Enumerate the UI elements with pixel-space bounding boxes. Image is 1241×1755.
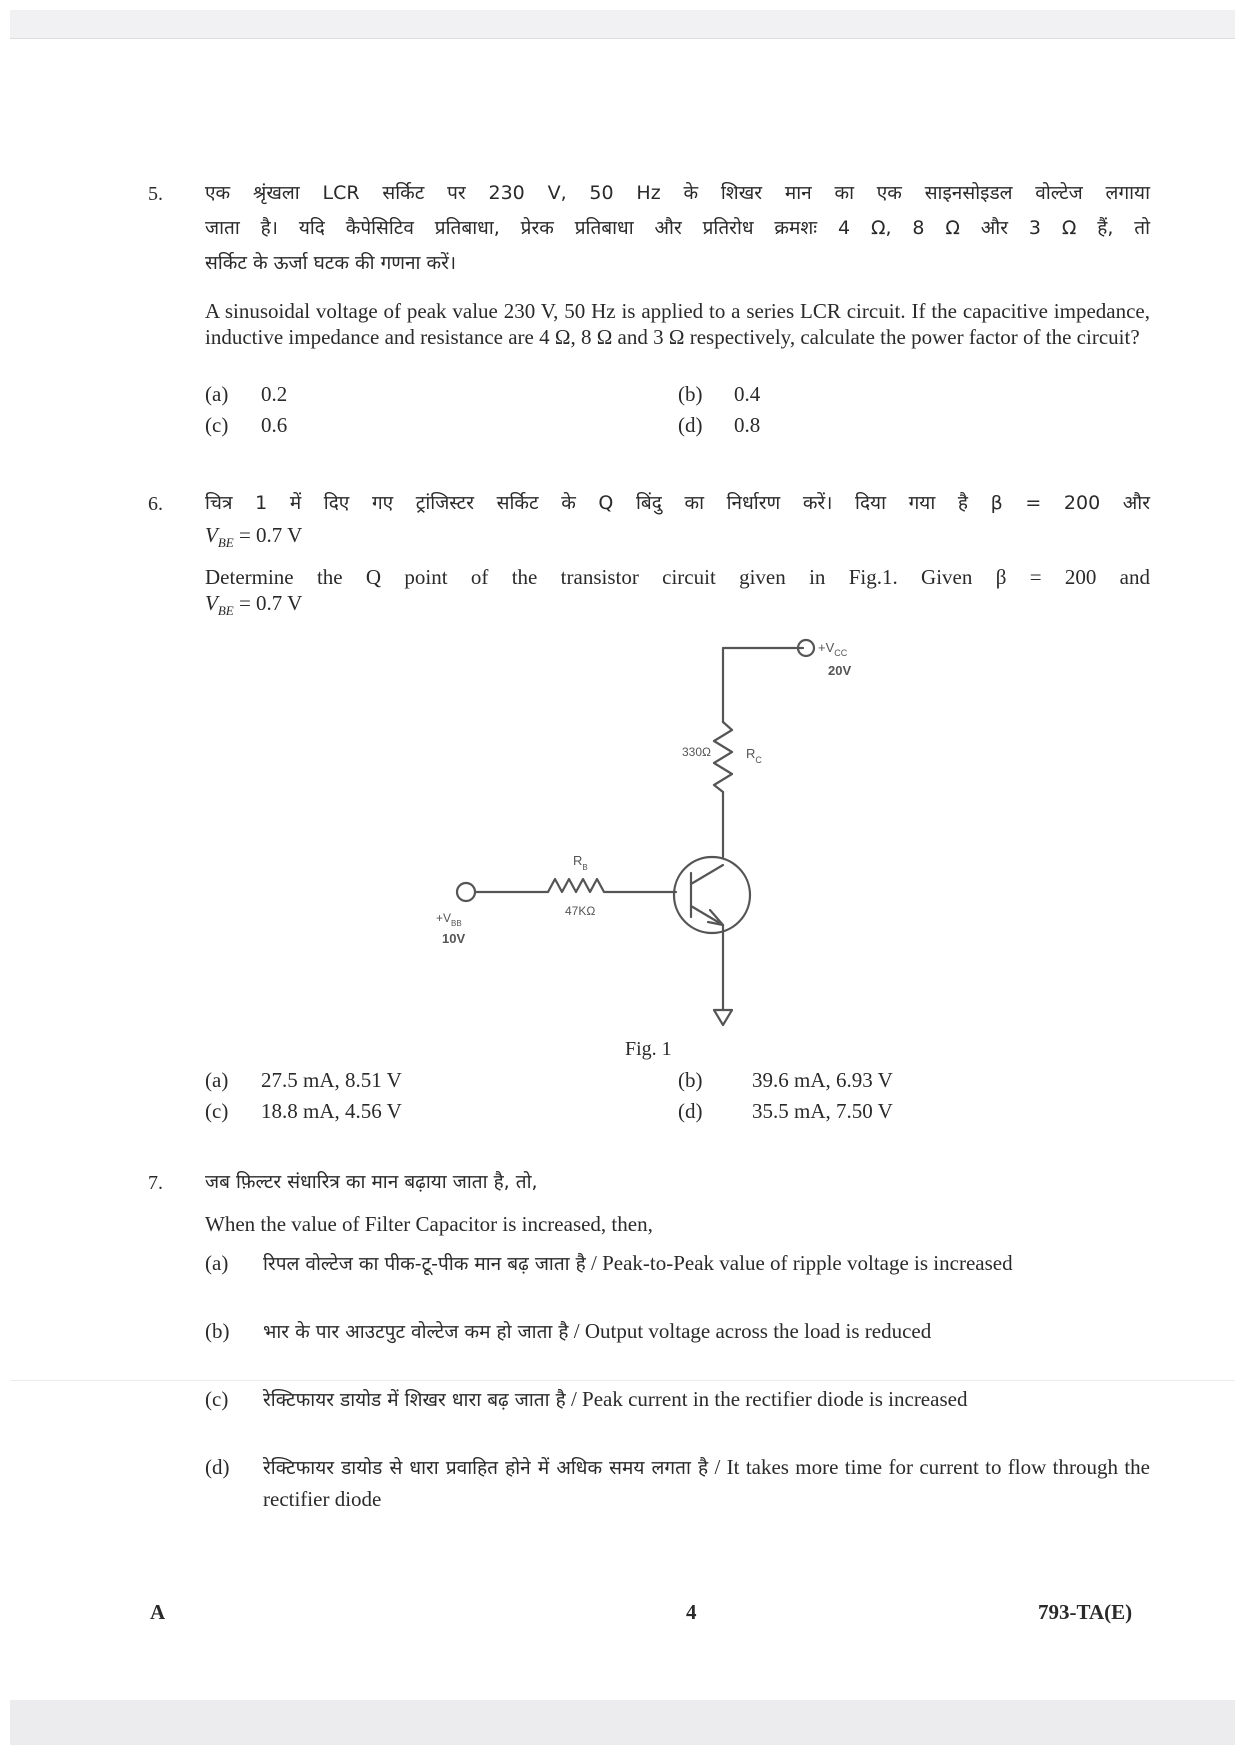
rc-resistor-icon bbox=[714, 722, 732, 792]
figure-caption: Fig. 1 bbox=[625, 1038, 672, 1060]
option-a[interactable] bbox=[205, 1068, 402, 1093]
svg-text:RB bbox=[573, 853, 588, 872]
option-hindi: भार के पार आउटपुट वोल्टेज कम हो जाता है bbox=[263, 1321, 569, 1343]
option-text: 27.5 mA, 8.51 V bbox=[261, 1068, 402, 1092]
option-b[interactable] bbox=[678, 1068, 893, 1093]
hindi-line: सर्किट के ऊर्जा घटक की गणना करें। bbox=[205, 252, 457, 274]
option-label: (d) bbox=[205, 1455, 230, 1479]
rc-subscript: C bbox=[755, 755, 762, 765]
option-text: 39.6 mA, 6.93 V bbox=[752, 1068, 893, 1092]
rb-subscript: B bbox=[582, 863, 588, 872]
vbb-terminal-icon bbox=[457, 883, 475, 901]
rc-value: 330Ω bbox=[682, 745, 711, 759]
vbe-subscript: BE bbox=[217, 535, 234, 550]
option-text bbox=[263, 1452, 1150, 1515]
vcc-subscript: CC bbox=[834, 648, 848, 658]
hindi-line: जाता है। यदि कैपेसिटिव प्रतिबाधा, प्रेरक प्रतिबाधा और प्रतिरोध क्रमशः 4 Ω, 8 Ω और 3 Ω हैं, तो bbox=[205, 217, 1150, 239]
option-label: (c) bbox=[205, 1099, 229, 1123]
transistor-circuit-diagram bbox=[420, 630, 880, 1050]
option-text bbox=[263, 1248, 1150, 1280]
question-number: 5. bbox=[148, 183, 163, 205]
question-number: 7. bbox=[148, 1172, 163, 1194]
scan-artifact-line bbox=[10, 1380, 1235, 1381]
option-label: (b) bbox=[678, 1068, 703, 1092]
vcc-wire bbox=[723, 648, 803, 722]
option-english: Peak current in the rectifier diode is increased bbox=[582, 1387, 968, 1411]
option-separator: / bbox=[565, 1387, 583, 1411]
transistor-icon bbox=[674, 857, 750, 933]
option-label: (a) bbox=[205, 1068, 229, 1092]
option-a[interactable] bbox=[205, 382, 287, 407]
option-english: Peak-to-Peak value of ripple voltage is increased bbox=[602, 1251, 1013, 1275]
option-c[interactable] bbox=[205, 413, 287, 438]
option-text: 35.5 mA, 7.50 V bbox=[752, 1099, 893, 1123]
question-text-english: When the value of Filter Capacitor is increased, then, bbox=[205, 1212, 653, 1236]
scan-border-top bbox=[10, 10, 1235, 39]
option-label: (a) bbox=[205, 1251, 229, 1275]
rb-value: 47KΩ bbox=[565, 904, 596, 918]
vbe-given-english bbox=[205, 590, 1150, 624]
vbe-given-hindi bbox=[205, 522, 1150, 556]
vbb-label: +V bbox=[436, 911, 452, 925]
svg-text:+VCC bbox=[818, 640, 848, 658]
option-label: (c) bbox=[205, 413, 229, 437]
question-number: 6. bbox=[148, 493, 163, 515]
option-label: (b) bbox=[678, 382, 703, 406]
option-hindi: रेक्टिफायर डायोड से धारा प्रवाहित होने में अधिक समय लगता है bbox=[263, 1457, 709, 1479]
vbe-symbol: V bbox=[205, 591, 218, 615]
option-label: (b) bbox=[205, 1319, 230, 1343]
option-b[interactable] bbox=[678, 382, 760, 407]
footer-series-code: A bbox=[150, 1600, 166, 1624]
option-text: 0.2 bbox=[261, 382, 288, 406]
question-text-hindi: जब फ़िल्टर संधारित्र का मान बढ़ाया जाता है, तो, bbox=[205, 1171, 538, 1193]
hindi-line: एक श्रृंखला LCR सर्किट पर 230 V, 50 Hz के शिखर मान का एक साइनसोइडल वोल्टेज लगाया bbox=[205, 182, 1150, 204]
rb-label: R bbox=[573, 853, 583, 868]
option-separator: / bbox=[708, 1455, 727, 1479]
option-text: 18.8 mA, 4.56 V bbox=[261, 1099, 402, 1123]
option-label: (d) bbox=[678, 413, 703, 437]
option-hindi: रेक्टिफायर डायोड में शिखर धारा बढ़ जाता है bbox=[263, 1389, 566, 1411]
vcc-label: +V bbox=[818, 640, 835, 655]
question-text-english: Determine the Q point of the transistor circuit given in Fig.1. Given β = 200 and bbox=[205, 565, 1150, 589]
svg-text:RC bbox=[746, 746, 762, 765]
question-text-hindi: चित्र 1 में दिए गए ट्रांजिस्टर सर्किट के Q बिंदु का निर्धारण करें। दिया गया है β = 200 और bbox=[205, 492, 1150, 514]
ground-icon bbox=[714, 1010, 732, 1025]
question-text-hindi bbox=[205, 176, 1150, 281]
option-separator: / bbox=[568, 1319, 585, 1343]
vbe-value: = 0.7 V bbox=[233, 591, 303, 615]
svg-text:+VBB bbox=[436, 911, 462, 928]
footer-paper-code: 793-TA(E) bbox=[1038, 1600, 1133, 1624]
scan-border-bottom bbox=[10, 1700, 1235, 1745]
footer-page-number: 4 bbox=[686, 1600, 697, 1624]
option-d[interactable] bbox=[678, 413, 760, 438]
option-english: Output voltage across the load is reduced bbox=[584, 1319, 932, 1343]
vcc-value: 20V bbox=[828, 663, 852, 678]
option-text: 0.6 bbox=[261, 413, 288, 437]
vbe-subscript: BE bbox=[217, 603, 234, 618]
rb-resistor-icon bbox=[475, 879, 676, 892]
vbb-value: 10V bbox=[442, 931, 466, 946]
option-c[interactable] bbox=[205, 1099, 402, 1124]
option-text: 0.8 bbox=[734, 413, 761, 437]
option-label: (c) bbox=[205, 1387, 229, 1411]
vbe-value: = 0.7 V bbox=[233, 523, 303, 547]
option-text: 0.4 bbox=[734, 382, 761, 406]
rc-label: R bbox=[746, 746, 756, 761]
vbb-subscript: BB bbox=[451, 919, 462, 928]
option-hindi: रिपल वोल्टेज का पीक-टू-पीक मान बढ़ जाता है bbox=[263, 1253, 586, 1275]
option-text bbox=[263, 1316, 1150, 1348]
question-text-english: A sinusoidal voltage of peak value 230 V, 50 Hz is applied to a series LCR circuit. If the capacitive impedance, inductive impedance and resistance are 4 Ω, 8 Ω and 3 Ω respectively, calculate the power factor of the circuit? bbox=[205, 299, 1150, 349]
option-english: It takes more time for current to flow through the rectifier diode bbox=[263, 1455, 1150, 1511]
option-label: (a) bbox=[205, 382, 229, 406]
option-label: (d) bbox=[678, 1099, 703, 1123]
option-d[interactable] bbox=[678, 1099, 893, 1124]
option-separator: / bbox=[585, 1251, 603, 1275]
vbe-symbol: V bbox=[205, 523, 218, 547]
option-text bbox=[263, 1384, 1150, 1416]
